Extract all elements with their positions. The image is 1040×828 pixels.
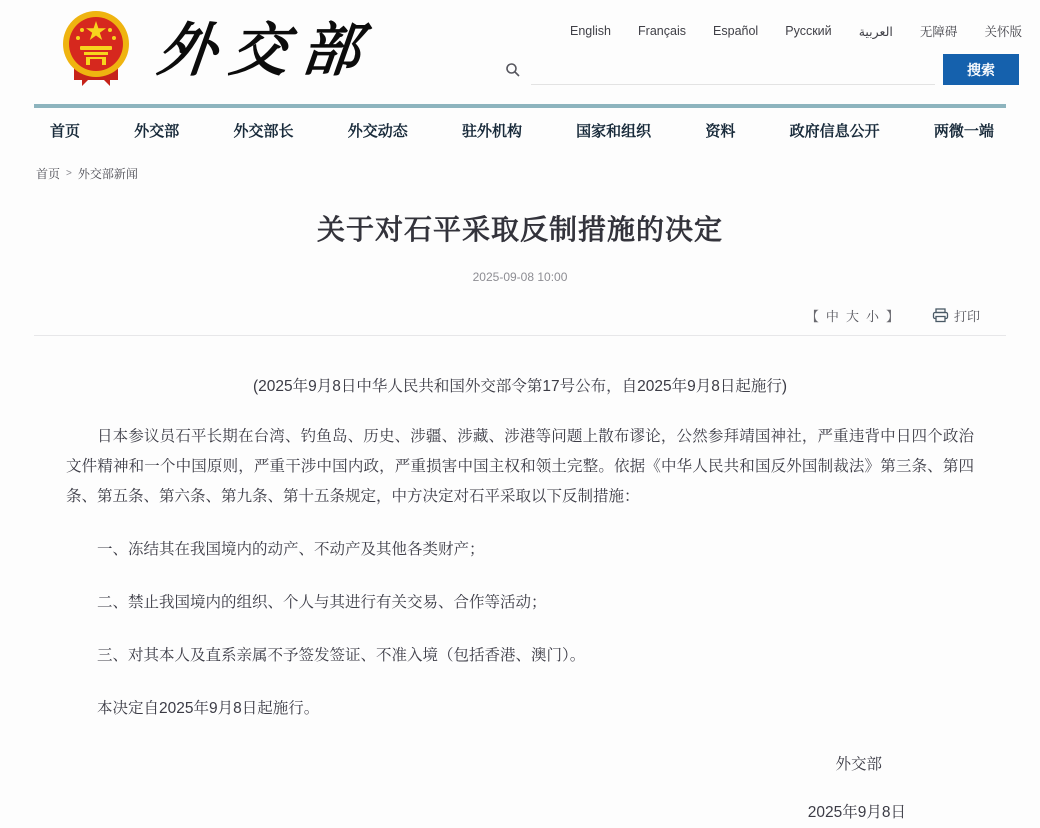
search-bar [505,54,1019,85]
breadcrumb-home[interactable]: 首页 [36,167,61,181]
accessibility-link[interactable]: 无障碍 [919,25,958,39]
article-datetime: 2025-09-08 10:00 [472,270,568,284]
measure-item-2: 二、禁止我国境内的组织、个人与其进行有关交易、合作等活动； [97,594,547,611]
font-size-small-button[interactable]: 小 [865,309,879,324]
breadcrumb-current[interactable]: 外交部新闻 [77,167,138,181]
font-size-large-button[interactable]: 大 [845,309,859,324]
search-icon [505,55,531,85]
search-input[interactable] [531,55,935,85]
font-tools-bracket-close: 】 [885,309,899,324]
nav-countries-organizations[interactable]: 国家和组织 [576,123,652,140]
font-size-medium-button[interactable]: 中 [825,309,839,324]
font-tools-bracket-open: 【 [805,309,819,324]
measure-item-1: 一、冻结其在我国境内的动产、不动产及其他各类财产； [97,541,485,558]
article-divider [34,335,1006,336]
article-tools [34,306,1006,325]
nav-gov-info-disclosure[interactable]: 政府信息公开 [789,123,880,140]
nav-diplomatic-activities[interactable]: 外交动态 [347,123,408,140]
signature-date: 2025年9月8日 [807,804,906,821]
care-version-link[interactable]: 关怀版 [984,25,1022,39]
lang-spanish[interactable]: Español [713,24,759,38]
lang-arabic[interactable]: العربية [858,24,893,39]
printer-icon [932,308,949,323]
signature-name: 外交部 [835,756,882,773]
nav-missions-abroad[interactable]: 驻外机构 [461,123,522,140]
print-button[interactable] [932,306,980,325]
signature-block [66,750,974,828]
promulgation-line: (2025年9月8日中华人民共和国外交部令第17号公布，自2025年9月8日起施行) [252,378,787,395]
language-switcher [570,22,1022,40]
national-emblem-icon [60,10,132,90]
nav-social-media[interactable]: 两微一端 [933,123,994,140]
nav-resources[interactable]: 资料 [705,123,736,140]
breadcrumb-separator-icon: > [66,168,72,179]
lang-russian[interactable]: Русский [785,24,832,38]
measure-item-3: 三、对其本人及直系亲属不予签发签证、不准入境（包括香港、澳门）。 [97,647,586,664]
article-title: 关于对石平采取反制措施的决定 [316,214,723,245]
article-body [34,372,1006,828]
mfa-calligraphy-title: 外交部 [154,16,378,84]
lang-french[interactable]: Français [638,24,686,38]
nav-home[interactable]: 首页 [50,123,81,140]
closing-line: 本决定自2025年9月8日起施行。 [97,700,320,717]
search-button[interactable]: 搜索 [943,54,1019,85]
main-navigation [34,104,1006,151]
site-header [0,0,1040,104]
site-logo[interactable] [60,10,378,90]
article [0,208,1040,828]
breadcrumb [36,165,1040,182]
article-main-paragraph: 日本参议员石平长期在台湾、钓鱼岛、历史、涉疆、涉藏、涉港等问题上散布谬论，公然参拜靖国神社，严重违背中日四个政治文件精神和一个中国原则，严重干涉中国内政，严重损害中国主权和领土完整。依据《中华人民共和国反外国制裁法》第三条、第四条、第五条、第六条、第九条、第十五条规定，中方决定对石平采取以下反制措施： [66,428,974,505]
lang-english[interactable]: English [570,24,611,38]
print-label: 打印 [953,309,980,324]
nav-minister[interactable]: 外交部长 [233,123,294,140]
nav-ministry[interactable]: 外交部 [134,123,180,140]
